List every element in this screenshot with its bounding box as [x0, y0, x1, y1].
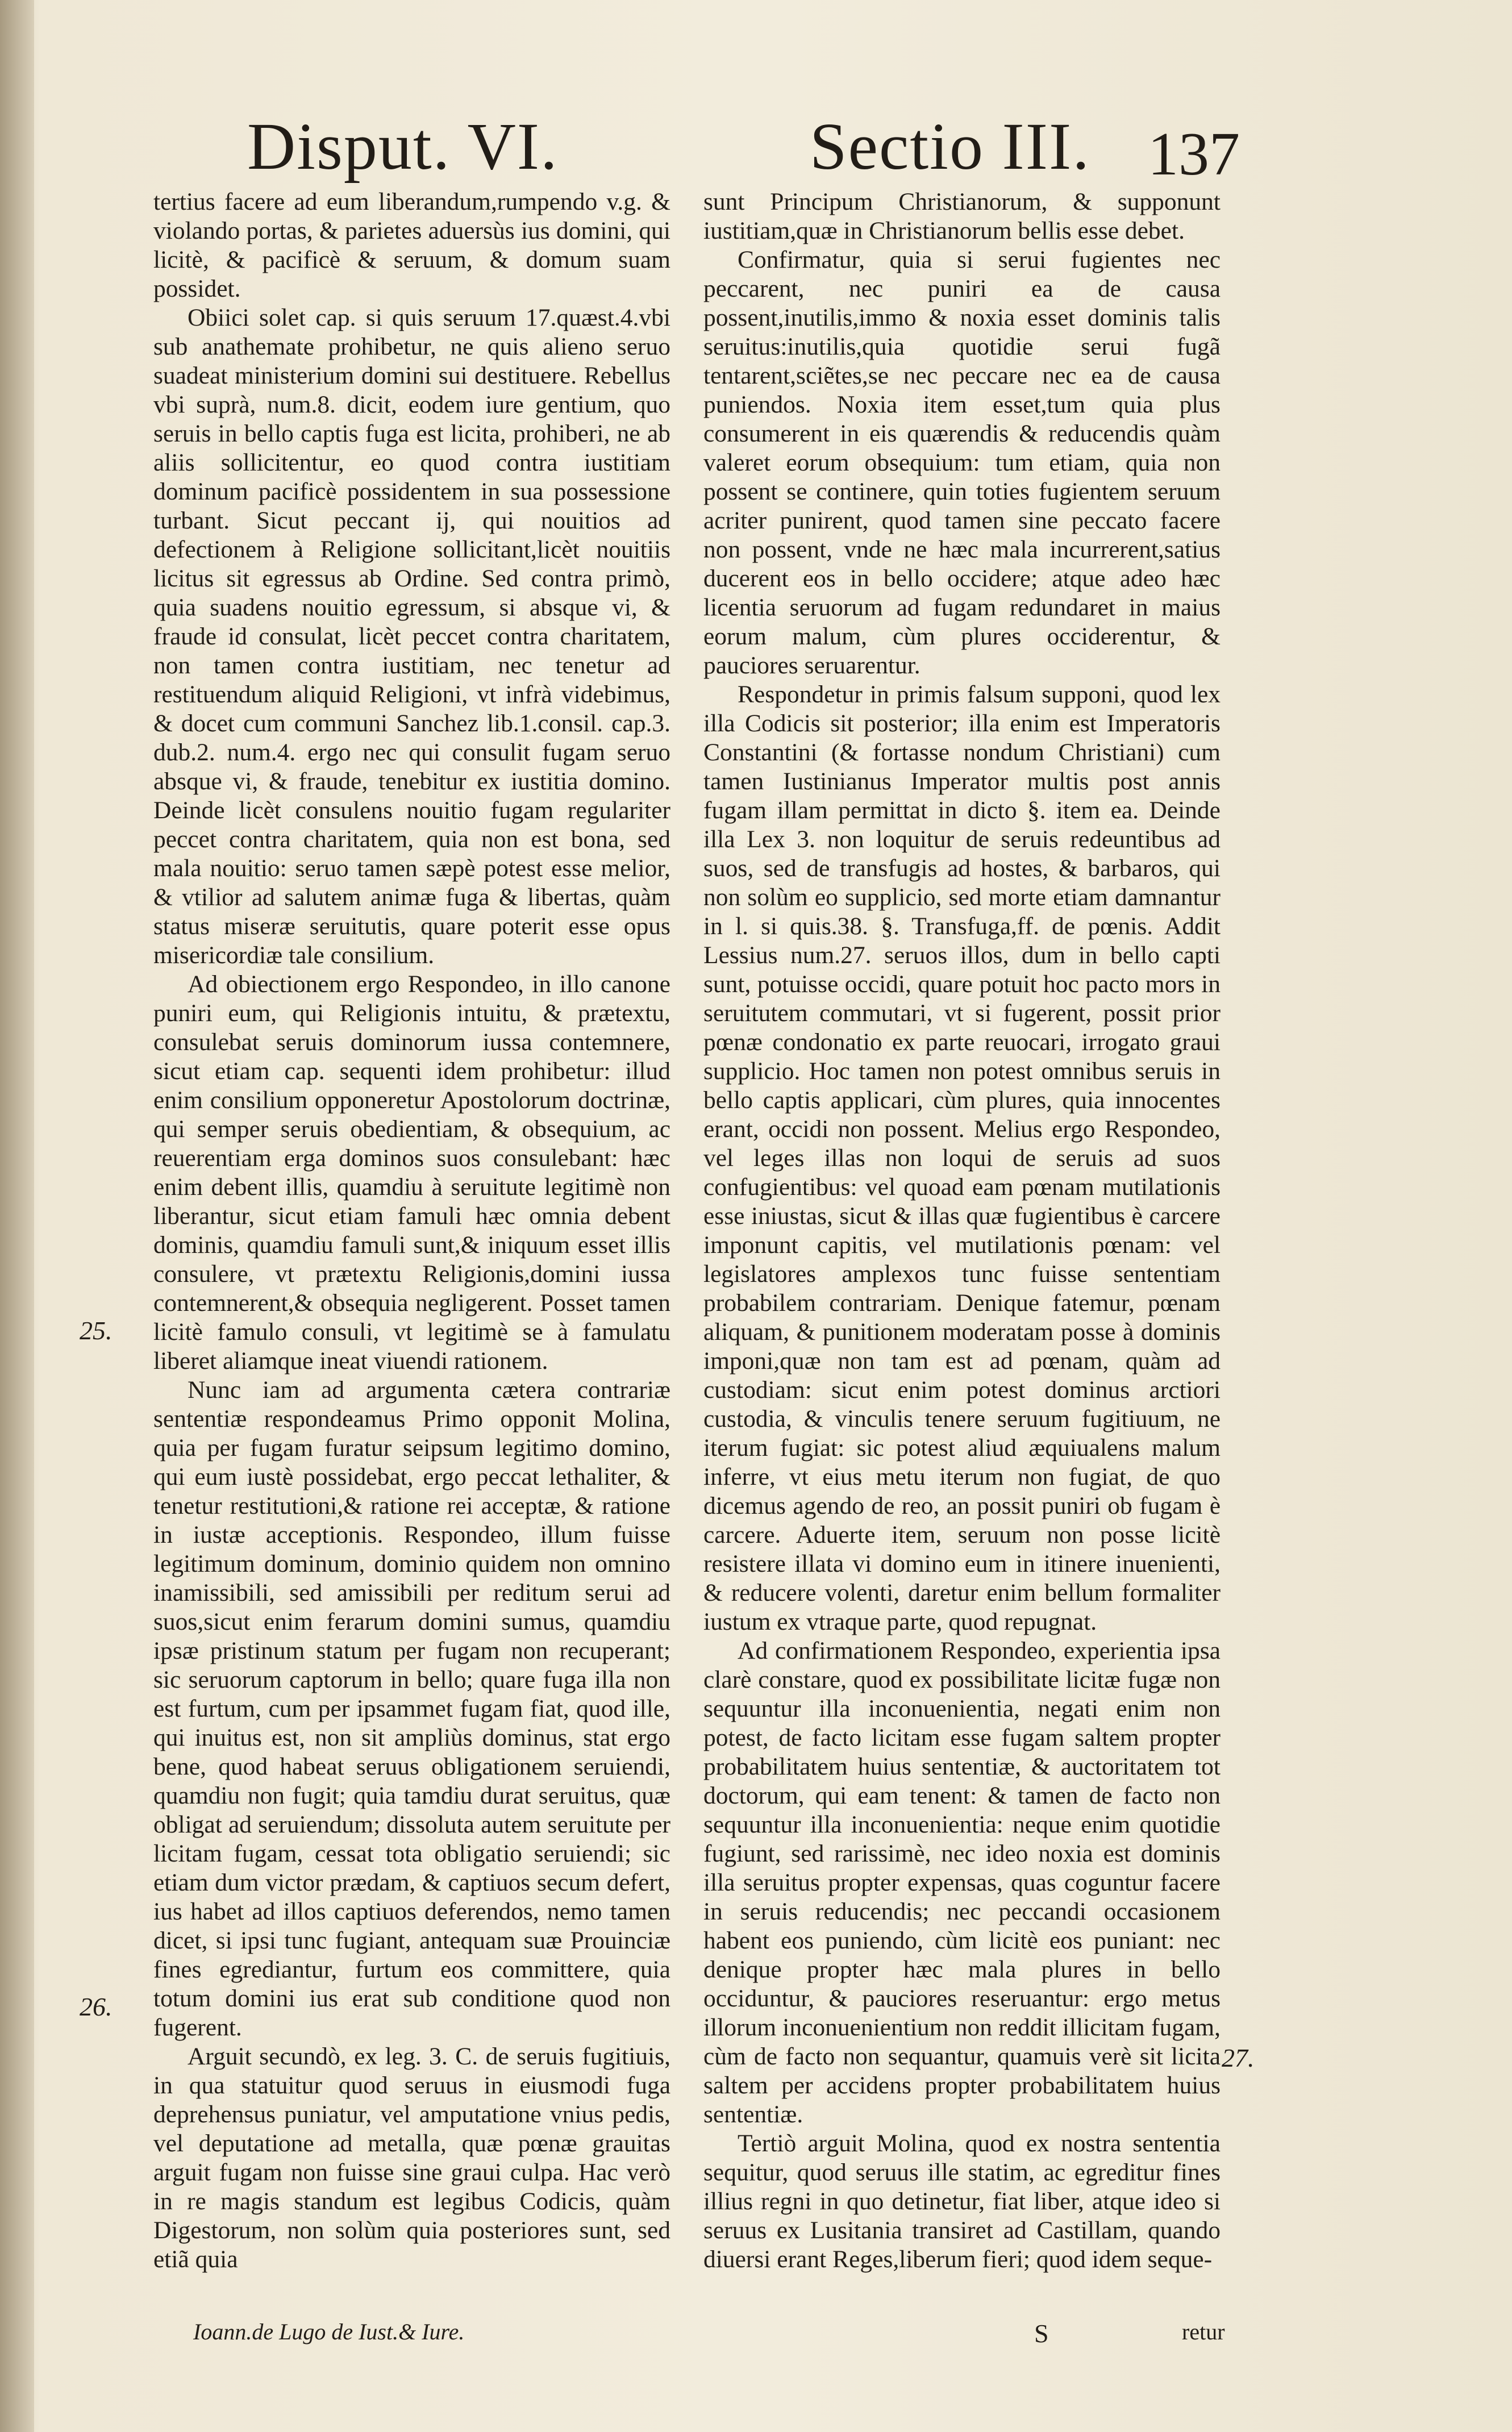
footer-author-note: Ioann.de Lugo de Iust.& Iure. [193, 2319, 465, 2344]
running-head-left: Disput. VI. [247, 109, 559, 184]
footer-catchword: retur [1182, 2319, 1225, 2344]
paragraph: sunt Principum Christianorum, & supponunt iustitiam,quæ in Christianorum bellis esse debet. [703, 188, 1221, 244]
paragraph: Arguit secundò, ex leg. 3. C. de seruis fugitiuis, in qua statuitur quod seruus in eiusmodi fuga deprehensus puniatur, vel amputatione vnius pedis, vel deputatione ad metalla, quæ pœnæ grauitas arguit fugam non fuisse sine graui culpa. Hac verò in re magis standum est legibus Codicis, quàm Digestorum, non solùm quia posteriores sunt, sed etiã quia [153, 2043, 670, 2273]
paragraph: Tertiò arguit Molina, quod ex nostra sententia sequitur, quod seruus ille statim, ac egreditur fines illius regni in quo detinetur, fiat liber, atque ideo si seruus ex Lusitania transiret ad Castillam, quando diuersi erant Reges,liberum fieri; quod idem seque- [703, 2130, 1221, 2273]
right-column [703, 188, 1221, 2274]
page-number: 137 [1148, 120, 1240, 188]
paragraph: tertius facere ad eum liberandum,rumpendo v.g. & violando portas, & parietes aduersùs ius domini, qui licitè, & pacificè & seruum, & domum suam possidet. [153, 188, 670, 302]
paragraph: Ad confirmationem Respondeo, experientia ipsa clarè constare, quod ex possibilitate licitæ fugæ non sequuntur illa inconuenientia, negati enim non potest, de facto licitam esse fugam saltem propter probabilitatem huius sententiæ, & auctoritatem tot doctorum, qui eam tenent: & tamen de facto non sequuntur illa inconuenientia: neque enim quotidie fugiunt, sed rarissimè, nec ideo noxia est dominis illa seruitus propter expensas, quas coguntur facere in seruis reducendis; nec peccandi occasionem habent eos puniendo, cùm licitè eos puniant: nec denique propter hæc mala plures in bello occiduntur, & pauciores reseruantur: ergo metus illorum inconuenientium non reddit illicitam fugam, cùm de facto non sequantur, quamuis verè sit licita saltem per accidens propter probabilitatem huius sententiæ. [703, 1637, 1221, 2128]
book-spine-shadow [0, 0, 34, 2432]
paragraph: Nunc iam ad argumenta cætera contrariæ sententiæ respondeamus Primo opponit Molina, quia per fugam furatur seipsum legitimo domino, qui eum iustè possidebat, ergo peccat lethaliter, & tenetur restitutioni,& ratione rei acceptæ, & ratione in iustæ acceptionis. Respondeo, illum fuisse legitimum dominum, dominio quidem non omnino inamissibili, sed amissibili per reditum serui ad suos,sicut enim ferarum domini sumus, quamdiu ipsæ pristinum statum per fugam non recuperant; sic seruorum captorum in bello; quare fuga illa non est furtum, cum per ipsammet fugam fiat, quod ille, qui inuitus est, non sit ampliùs dominus, stat ergo bene, quod habeat seruus obligationem seruiendi, quamdiu non fugit; quia tamdiu durat seruitus, quæ obligat ad seruiendum; dissoluta autem seruitute per licitam fugam, cessat tota obligatio seruiendi; sic etiam dum victor prædam, & captiuos secum defert, ius habet ad illos captiuos deferendos, nemo tamen dicet, si ipsi tunc fugiant, antequam suæ Prouinciæ fines egrediantur, furtum eos committere, quia totum domini ius erat sub conditione quod non fugerent. [153, 1376, 670, 2041]
margin-number: 27. [1222, 2043, 1255, 2072]
margin-number: 26. [80, 1992, 113, 2021]
paragraph: Respondetur in primis falsum supponi, quod lex illa Codicis sit posterior; illa enim est Imperatoris Constantini (& fortasse nondum Christiani) cum tamen Iustinianus Imperator multis post annis fugam illam permittat in dicto §. item ea. Deinde illa Lex 3. non loquitur de seruis redeuntibus ad suos, sed de transfugis ad hostes, & barbaros, qui non solùm eo supplicio, sed morte etiam damnantur in l. si quis.38. §. Transfuga,ff. de pœnis. Addit Lessius num.27. seruos illos, dum in bello capti sunt, potuisse occidi, quare potuit hoc pacto mors in seruitutem commutari, vt si fugerent, possit prior pœnæ condonatio ex parte reuocari, irrogato graui supplicio. Hoc tamen non potest omnibus seruis in bello captis applicari, cùm plures, quia innocentes erant, occidi non possent. Melius ergo Respondeo, vel leges illas non loqui de seruis ad suos confugientibus: vel quoad eam pœnam mutilationis esse iniustas, sicut & illas quæ fugientibus è carcere imponunt capitis, vel mutilationis pœnam: vel legislatores amplexos tunc fuisse sententiam probabilem contrariam. Denique fatemur, pœnam aliquam, & punitionem moderatam posse à dominis imponi,quæ non tam est ad pœnam, quàm ad custodiam: sicut enim potest dominus arctiori custodia, & vinculis tenere seruum fugitiuum, ne iterum fugiat: sic potest aliud æquiualens malum inferre, vt eius metu iterum non fugiat, de quo dicemus agendo de reo, an possit puniri ob fugam è carcere. Aduerte item, seruum non posse licitè resistere illata vi domino eum in itinere inuenienti, & reducere volenti, daretur enim bellum formaliter iustum ex vtraque parte, quod repugnat. [703, 681, 1221, 1635]
paragraph: Confirmatur, quia si serui fugientes nec peccarent, nec puniri ea de causa possent,inutilis,immo & noxia esset dominis talis seruitus:inutilis,quia quotidie serui fugã tentarent,sciẽtes,se nec peccare nec ea de causa puniendos. Noxia item esset,tum quia plus consumerent in eis quærendis & reducendis quàm valeret eorum obsequium: tum etiam, quia non possent se continere, quin toties fugientem seruum acriter punirent, quod tamen sine peccato facere non possent, vnde ne hæc mala incurrerent,satius ducerent eos in bello occidere; atque adeo hæc licentia seruorum ad fugam redundaret in maius eorum malum, cùm plures occiderentur, & pauciores seruarentur. [703, 246, 1221, 679]
margin-number: 25. [80, 1316, 113, 1345]
paragraph: Obiici solet cap. si quis seruum 17.quæst.4.vbi sub anathemate prohibetur, ne quis alieno seruo suadeat ministerium domini sui destituere. Rebellus vbi suprà, num.8. dicit, eodem iure gentium, quo seruis in bello captis fuga est licita, prohiberi, ne ab aliis sollicitentur, eo quod contra iustitiam dominum pacificè possidentem in sua possessione turbant. Sicut peccant ij, qui nouitios ad defectionem à Religione sollicitant,licèt nouitiis licitus sit egressus ab Ordine. Sed contra primò, quia suadens nouitio egressum, si absque vi, & fraude id consulat, licèt peccet contra charitatem, non tamen contra iustitiam, nec tenetur ad restituendum aliquid Religioni, vt infrà videbimus, & docet cum communi Sanchez lib.1.consil. cap.3. dub.2. num.4. ergo nec qui consulit fugam seruo absque vi, & fraude, tenebitur ex iustitia domino. Deinde licèt consulens nouitio fugam regulariter peccet contra charitatem, quia non est bona, sed mala nouitio: seruo tamen sæpè potest esse melior, & vtilior ad salutem animæ fuga & libertas, quàm status miseræ seruitutis, quare poterit esse opus misericordiæ tale consilium. [153, 304, 670, 969]
footer-signature-mark: S [1034, 2319, 1049, 2348]
paragraph: Ad obiectionem ergo Respondeo, in illo canone puniri eum, qui Religionis intuitu, & prætextu, consulebat seruis dominorum iussa contemnere, sicut etiam cap. sequenti idem prohibetur: illud enim consilium opponeretur Apostolorum doctrinæ, qui semper seruis obedientiam, & obsequium, ac reuerentiam erga dominos suos consulebant: hæc enim debent illis, quamdiu à seruitute legitimè non liberantur, sicut etiam famuli hæc omnia debent dominis, quamdiu famuli sunt,& iniquum esset illis consulere, vt prætextu Religionis,domini iussa contemnerent,& obsequia negligerent. Posset tamen licitè famulo consuli, vt legitimè se à famulatu liberet aliamque ineat viuendi rationem. [153, 971, 670, 1375]
running-head-right: Sectio III. [810, 109, 1090, 184]
left-column [153, 188, 670, 2274]
